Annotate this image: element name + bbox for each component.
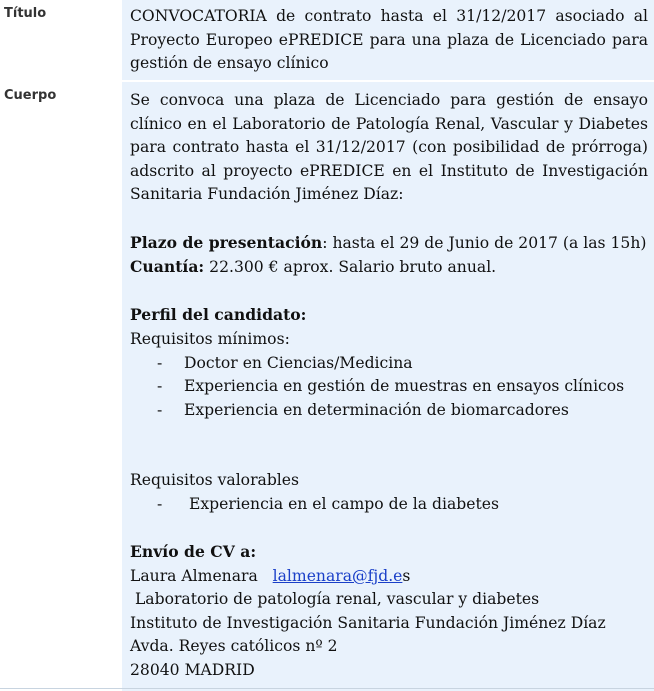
contact-email-tail: s	[402, 566, 411, 585]
amount-line	[130, 255, 648, 280]
table-bottom-border	[0, 688, 654, 689]
title-label: Título	[4, 6, 47, 21]
address-line-city: 28040 MADRID	[130, 661, 255, 680]
title-label-cell	[0, 0, 121, 80]
body-value-cell	[122, 82, 654, 691]
address-line-street: Avda. Reyes católicos nº 2	[130, 637, 338, 656]
min-requirement-item: - Experiencia en determinación de biomarcadores	[130, 399, 648, 423]
body-row	[0, 82, 654, 691]
valued-requirement-item: - Experiencia en el campo de la diabetes	[130, 493, 648, 517]
bullet-dash: -	[157, 353, 163, 372]
contact-line	[130, 565, 648, 589]
min-requirements-heading: Requisitos mínimos:	[130, 329, 290, 348]
contact-email-link[interactable]: lalmenara@fjd.e	[272, 566, 403, 585]
body-label-cell	[0, 82, 121, 691]
valued-requirements-heading: Requisitos valorables	[130, 471, 300, 490]
contact-name: Laura Almenara	[130, 566, 258, 585]
body-label: Cuerpo	[4, 88, 57, 103]
address-line-institute: Instituto de Investigación Sanitaria Fundación Jiménez Díaz	[130, 613, 606, 632]
amount-text: 22.300 € aprox. Salario bruto anual.	[204, 258, 497, 277]
deadline-line	[130, 231, 648, 256]
profile-heading: Perfil del candidato:	[130, 305, 307, 325]
title-value-cell	[122, 0, 654, 80]
posting-title: CONVOCATORIA de contrato hasta el 31/12/2017 asociado al Proyecto Europeo ePREDICE para una plaza de Licenciado para gestión de ensayo clínico	[130, 7, 648, 73]
title-row	[0, 0, 654, 80]
bullet-dash: -	[157, 377, 163, 396]
min-requirement-item: - Experiencia en gestión de muestras en ensayos clínicos	[130, 375, 648, 399]
deadline-label: Plazo de presentación	[130, 232, 323, 252]
deadline-text: : hasta el 29 de Junio de 2017 (a las 15h)	[322, 233, 647, 252]
amount-label: Cuantía:	[130, 257, 205, 277]
bullet-dash: -	[157, 494, 163, 513]
intro-paragraph: Se convoca una plaza de Licenciado para gestión de ensayo clínico en el Laboratorio de Patología Renal, Vascular y Diabetes para contrato hasta el 31/12/2017 (con posibilidad de prórroga) adscrito al proyecto ePREDICE en el Instituto de Investigación Sanitaria Fundación Jiménez Díaz:	[130, 91, 648, 204]
address-line-lab: Laboratorio de patología renal, vascular y diabetes	[130, 590, 540, 609]
cv-heading: Envío de CV a:	[130, 542, 257, 562]
min-requirement-item: - Doctor en Ciencias/Medicina	[130, 352, 648, 376]
bullet-dash: -	[157, 400, 163, 419]
